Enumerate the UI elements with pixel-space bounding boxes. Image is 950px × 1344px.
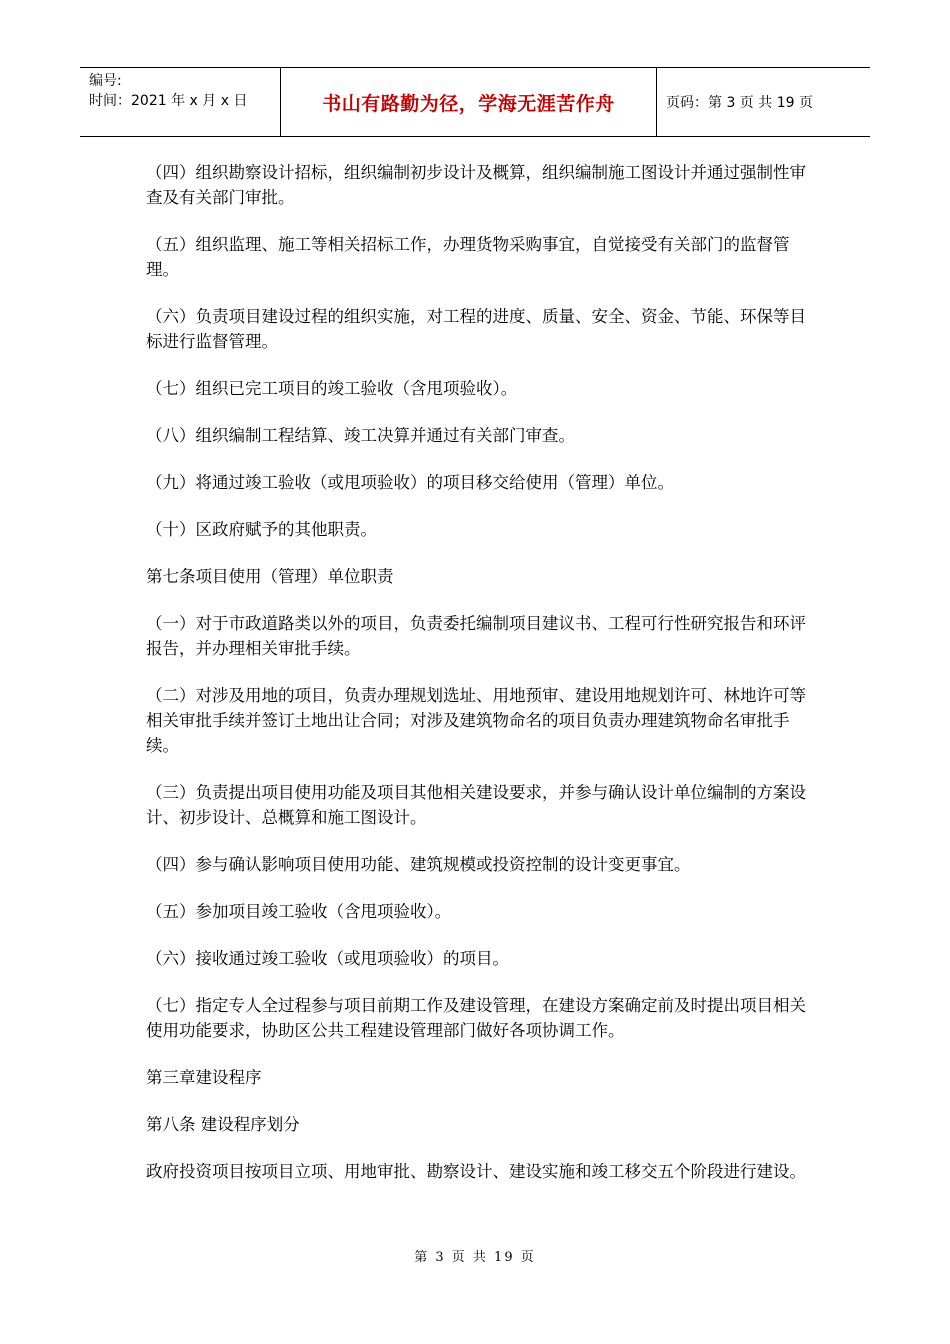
header-page-info: 页码：第 3 页 共 19 页 bbox=[666, 95, 813, 111]
paragraph: （三）负责提出项目使用功能及项目其他相关建设要求，并参与确认设计单位编制的方案设计、初步设计、总概算和施工图设计。 bbox=[146, 783, 806, 827]
paragraph: （七）组织已完工项目的竣工验收（含甩项验收）。 bbox=[146, 379, 518, 398]
chapter-heading: 第三章建设程序 bbox=[146, 1068, 262, 1087]
paragraph: （六）接收通过竣工验收（或甩项验收）的项目。 bbox=[146, 949, 509, 968]
paragraph: （二）对涉及用地的项目，负责办理规划选址、用地预审、建设用地规划许可、林地许可等相关审批手续并签订土地出让合同；对涉及建筑物命名的项目负责办理建筑物命名审批手续。 bbox=[146, 686, 806, 755]
section-heading: 第七条项目使用（管理）单位职责 bbox=[146, 567, 394, 586]
paragraph: （八）组织编制工程结算、竣工决算并通过有关部门审查。 bbox=[146, 426, 575, 445]
document-date: 时间：2021 年 x 月 x 日 bbox=[89, 93, 248, 109]
paragraph: （四）组织勘察设计招标，组织编制初步设计及概算，组织编制施工图设计并通过强制性审查及有关部门审批。 bbox=[146, 163, 806, 207]
paragraph: 政府投资项目按项目立项、用地审批、勘察设计、建设实施和竣工移交五个阶段进行建设。 bbox=[146, 1162, 806, 1181]
paragraph: （六）负责项目建设过程的组织实施，对工程的进度、质量、安全、资金、节能、环保等目标进行监督管理。 bbox=[146, 307, 806, 351]
paragraph: （四）参与确认影响项目使用功能、建筑规模或投资控制的设计变更事宜。 bbox=[146, 855, 691, 874]
paragraph: （七）指定专人全过程参与项目前期工作及建设管理，在建设方案确定前及时提出项目相关使用功能要求，协助区公共工程建设管理部门做好各项协调工作。 bbox=[146, 996, 806, 1040]
header-motto: 书山有路勤为径，学海无涯苦作舟 bbox=[281, 68, 657, 136]
page-header bbox=[80, 67, 870, 137]
paragraph: （十）区政府赋予的其他职责。 bbox=[146, 520, 377, 539]
paragraph: （五）组织监理、施工等相关招标工作，办理货物采购事宜，自觉接受有关部门的监督管理。 bbox=[146, 235, 790, 279]
paragraph: （一）对于市政道路类以外的项目，负责委托编制项目建议书、工程可行性研究报告和环评报告，并办理相关审批手续。 bbox=[146, 614, 806, 658]
page-footer: 第 3 页 共 19 页 bbox=[414, 1250, 536, 1265]
paragraph: （九）将通过竣工验收（或甩项验收）的项目移交给使用（管理）单位。 bbox=[146, 473, 674, 492]
paragraph: （五）参加项目竣工验收（含甩项验收）。 bbox=[146, 902, 452, 921]
document-number-label: 编号: bbox=[89, 73, 122, 89]
section-heading: 第八条 建设程序划分 bbox=[146, 1115, 300, 1134]
document-body bbox=[146, 160, 806, 1206]
header-meta bbox=[80, 68, 281, 136]
